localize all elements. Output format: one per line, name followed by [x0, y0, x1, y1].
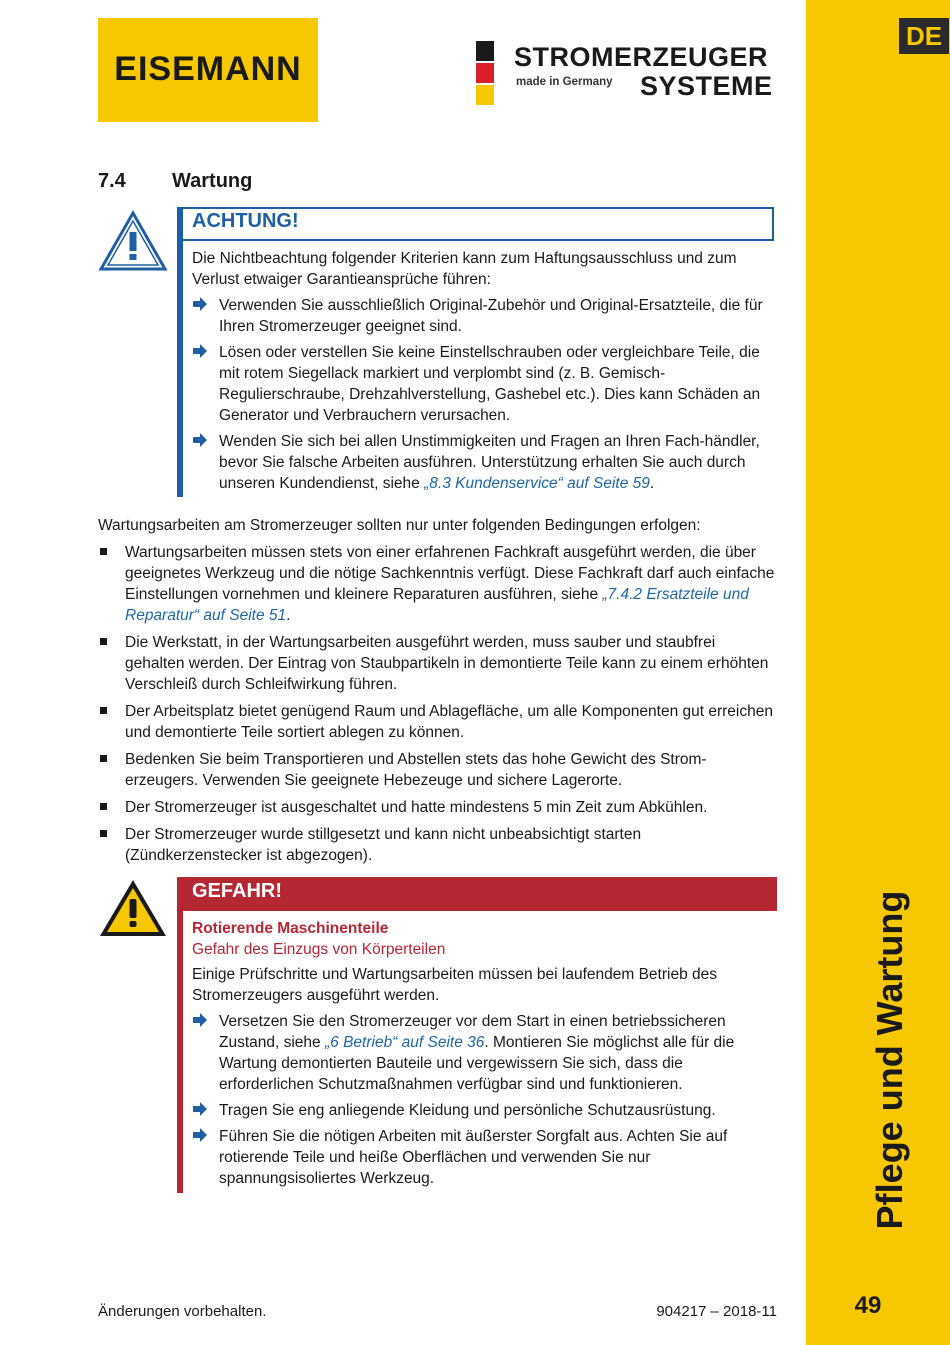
square-bullet-icon	[100, 803, 107, 810]
danger-item	[192, 1100, 772, 1121]
danger-side-bar	[177, 877, 183, 1193]
danger-item	[192, 1126, 772, 1189]
brand-name: EISEMANN	[114, 50, 302, 88]
list-item	[98, 542, 778, 626]
arrow-right-icon	[192, 432, 208, 448]
list-item	[98, 824, 778, 866]
danger-subtitle-2: Gefahr des Einzugs von Körperteilen	[192, 941, 446, 958]
notice-body	[192, 248, 772, 499]
logo-made-in-germany: made in Germany	[516, 76, 613, 88]
arrow-right-icon	[192, 1127, 208, 1143]
notice-item	[192, 342, 772, 426]
page-number: 49	[854, 1292, 882, 1319]
danger-title: GEFAHR!	[192, 880, 282, 902]
footer-disclaimer: Änderungen vorbehalten.	[98, 1303, 267, 1320]
list-item	[98, 701, 778, 743]
list-item-text: Bedenken Sie beim Transportieren und Abstellen stets das hohe Gewicht des Strom-erzeugers. Verwenden Sie geeignete Hebezeuge und sichere Lagerorte.	[125, 751, 707, 789]
kundenservice-link[interactable]: „8.3 Kundenservice“ auf Seite 59	[424, 475, 650, 492]
square-bullet-icon	[100, 755, 107, 762]
list-item	[98, 797, 778, 818]
list-item-text: Die Werkstatt, in der Wartungsarbeiten ausgeführt werden, muss sauber und staubfrei gehalten werden. Der Eintrag von Staubpartikeln in demontierte Teile kann zu einem erhöhten Verschleiß durch Schleifwirkung führen.	[125, 634, 769, 693]
betrieb-link[interactable]: „6 Betrieb“ auf Seite 36	[324, 1034, 485, 1051]
square-bullet-icon	[100, 707, 107, 714]
logo-title-line1: STROMERZEUGER	[514, 42, 769, 72]
arrow-right-icon	[192, 343, 208, 359]
square-bullet-icon	[100, 548, 107, 555]
danger-intro: Einige Prüfschritte und Wartungsarbeiten müssen bei laufendem Betrieb des Stromerzeugers ausgeführt werden.	[192, 966, 717, 1004]
warning-icon	[98, 878, 168, 938]
language-badge: DE	[899, 18, 949, 54]
logo-title-line2: SYSTEME	[640, 71, 773, 101]
danger-item-text-post: . Montieren Sie möglichst alle für die Wartung demontierten Bauteile und vergewissern Sie sich, dass die erforderlichen Schutzmaßnahmen verfügbar sind und funktionieren.	[219, 1034, 735, 1093]
main-body	[98, 515, 778, 872]
danger-body	[192, 918, 772, 1194]
notice-item-text: Verwenden Sie ausschließlich Original-Zubehör und Original-Ersatzteile, die für Ihren Stromerzeuger geeignet sind.	[219, 297, 763, 335]
danger-subtitle: Rotierende Maschinenteile	[192, 920, 389, 937]
body-intro: Wartungsarbeiten am Stromerzeuger sollten nur unter folgenden Bedingungen erfolgen:	[98, 517, 701, 534]
square-bullet-icon	[100, 830, 107, 837]
list-item-text: Der Stromerzeuger ist ausgeschaltet und hatte mindestens 5 min Zeit zum Abkühlen.	[125, 799, 708, 816]
danger-item	[192, 1011, 772, 1095]
flag-stripe-red	[476, 63, 494, 83]
flag-stripe-gold	[476, 85, 494, 105]
flag-stripe-black	[476, 41, 494, 61]
list-item	[98, 749, 778, 791]
list-item-text: Der Arbeitsplatz bietet genügend Raum und Ablagefläche, um alle Komponenten gut erreichen und demontierte Teile sortiert ablegen zu können.	[125, 703, 773, 741]
notice-item-text: Lösen oder verstellen Sie keine Einstellschrauben oder vergleichbare Teile, die mit rotem Siegellack markiert und verplombt sind (z. B. Gemisch-Regulierschraube, Drehzahlverstellung, Gashebel etc.). Dies kann Schäden an Generator und Verbrauchern verursachen.	[219, 344, 761, 424]
arrow-right-icon	[192, 1012, 208, 1028]
list-item-end: .	[286, 607, 291, 624]
arrow-right-icon	[192, 1101, 208, 1117]
caution-icon	[98, 210, 168, 272]
notice-item-end: .	[649, 475, 655, 492]
square-bullet-icon	[100, 638, 107, 645]
danger-item-text: Versetzen Sie den Stromerzeuger vor dem Start in einen betriebssicheren Zustand, siehe	[219, 1013, 726, 1051]
danger-item-text: Tragen Sie eng anliegende Kleidung und persönliche Schutzausrüstung.	[219, 1102, 716, 1119]
notice-item	[192, 295, 772, 337]
section-title: Wartung	[172, 170, 253, 192]
footer-doc-number: 904217 – 2018-11	[656, 1303, 777, 1320]
notice-item	[192, 431, 772, 494]
list-item	[98, 632, 778, 695]
notice-intro: Die Nichtbeachtung folgender Kriterien kann zum Haftungsausschluss und zum Verlust etwaiger Garantieansprüche führen:	[192, 250, 737, 288]
ersatzteile-link[interactable]: „7.4.2 Ersatzteile und Reparatur“ auf Seite 51	[125, 586, 749, 624]
list-item-text: Wartungsarbeiten müssen stets von einer erfahrenen Fachkraft ausgeführt werden, die über geeignetes Werkzeug und die nötige Sachkenntnis verfügt. Diese Fachkraft darf auch einfache Einstellungen vornehmen und kleinere Reparaturen ausführen, siehe	[125, 544, 775, 603]
notice-item-text: Wenden Sie sich bei allen Unstimmigkeiten und Fragen an Ihren Fach-händler, bevor Sie falsche Arbeiten ausführen. Unterstützung erhalten Sie auch durch unseren Kundendienst, siehe	[219, 433, 760, 492]
list-item-text: Der Stromerzeuger wurde stillgesetzt und kann nicht unbeabsichtigt starten (Zündkerzenstecker ist abgezogen).	[125, 826, 642, 864]
danger-item-text: Führen Sie die nötigen Arbeiten mit äußerster Sorgfalt aus. Achten Sie auf rotierende Teile und heiße Oberflächen und verwenden Sie nur spannungsisoliertes Werkzeug.	[219, 1128, 728, 1187]
arrow-right-icon	[192, 296, 208, 312]
chapter-side-title: Pflege und Wartung	[869, 890, 910, 1230]
notice-title: ACHTUNG!	[192, 210, 299, 232]
notice-side-bar	[177, 207, 183, 497]
section-number: 7.4	[98, 170, 126, 192]
